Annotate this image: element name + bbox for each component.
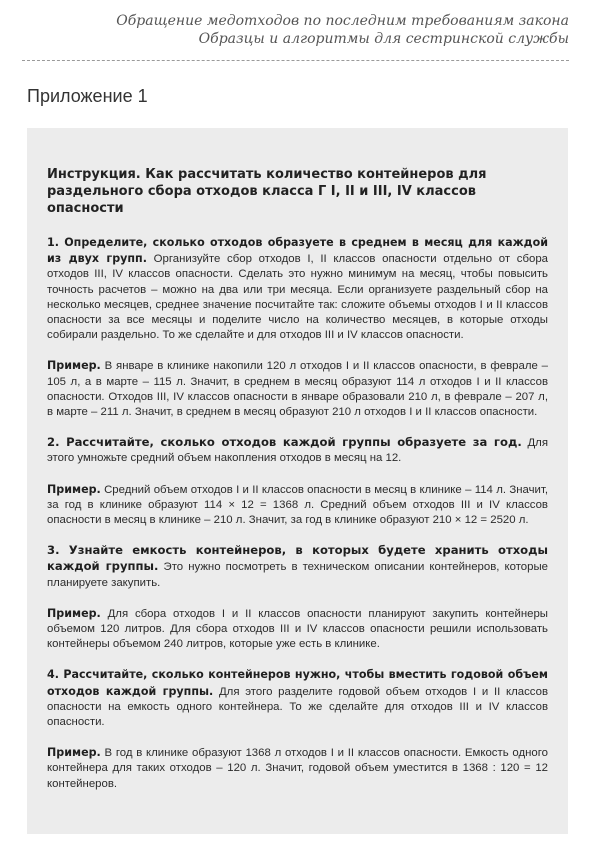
example-4-lead: Пример. [47,746,101,760]
step-3-text: Это нужно посмотреть в техническом описании контейнеров, которые планируете закупить. [47,561,548,589]
example-3-lead: Пример. [47,606,101,620]
step-1-lead: 1. Определите, сколько отходов образуете в среднем в месяц для каждой из двух групп. [47,236,548,266]
example-1 [47,358,548,420]
example-2-lead: Пример. [47,482,101,496]
step-2-text: Для этого умножьте средний объем накопления отходов в месяц на 12. [47,437,548,465]
step-4-text: Для этого разделите годовой объем отходов I и II классов опасности на емкость одного контейнера. То же сделайте для отходов III и IV классов опасности. [47,685,548,729]
example-3-text: Для сбора отходов I и II классов опасности планируют закупить контейнеры объемом 120 литров. Для сбора отходов III и IV классов опасности решили использовать контейнеры объемом 240 литров, которые уже есть в клинике. [47,607,548,651]
step-4 [47,667,548,730]
step-1-text: Организуйте сбор отходов I, II классов опасности отдельно от сбора отходов III, IV классов опасности. Сделать это нужно минимум на месяц, чтобы повысить точность расчетов – можно на два или три месяца. Если организуете раздельный сбор на несколько месяцев, среднее значение посчитайте так: сложите объемы отходов I и II классов опасности за все месяцы и поделите число на количество месяцев, в которые отходы собирали раздельно. То же сделайте и для отходов III и IV классов опасности. [47,253,548,342]
running-header-line-1: Обращение медотходов по последним требованиям закона [116,13,569,29]
instruction-box [27,128,568,834]
step-1 [47,235,548,343]
instruction-title: Инструкция. Как рассчитать количество контейнеров для раздельного сбора отходов класса Г I, II и III, IV классов опасности [47,167,487,216]
example-2-text: Средний объем отходов I и II классов опасности в месяц в клинике – 114 л. Значит, за год в клинике образуют 114 × 12 = 1368 л. Средний объем отходов III и IV классов опасности в месяц в клинике – 210 л. Значит, за год в клинике образуют 210 × 12 = 2520 л. [47,483,548,527]
step-2 [47,435,548,466]
example-3 [47,606,548,653]
step-3-lead: 3. Узнайте емкость контейнеров, в которых будете хранить отходы каждой группы. [47,543,548,574]
running-header [116,12,569,48]
example-1-lead: Пример. [47,359,101,373]
step-2-lead: 2. Рассчитайте, сколько отходов каждой группы образуете за год. [47,435,522,450]
step-3 [47,543,548,591]
running-header-line-2: Образцы и алгоритмы для сестринской службы [198,31,569,47]
example-1-text: В январе в клинике накопили 120 л отходов I и II классов опасности, в феврале – 105 л, а в марте – 115 л. Значит, в среднем в месяц образуют 114 л отходов I и II классов опасности. Отходов III, IV классов опасности в январе образовали 210 л, в феврале – 207 л, в марте – 211 л. Значит, в среднем в месяц образуют 210 л отходов I и II классов опасности. [47,360,548,419]
header-divider [22,60,569,61]
example-4 [47,745,548,792]
step-4-lead: 4. Рассчитайте, сколько контейнеров нужно, чтобы вместить годовой объем отходов каждой группы. [47,668,548,698]
example-2 [47,482,548,529]
appendix-title: Приложение 1 [27,86,148,106]
example-4-text: В год в клинике образуют 1368 л отходов I и II классов опасности. Емкость одного контейнера для таких отходов – 120 л. Значит, годовой объем уместится в 1368 : 120 = 12 контейнеров. [47,747,548,790]
